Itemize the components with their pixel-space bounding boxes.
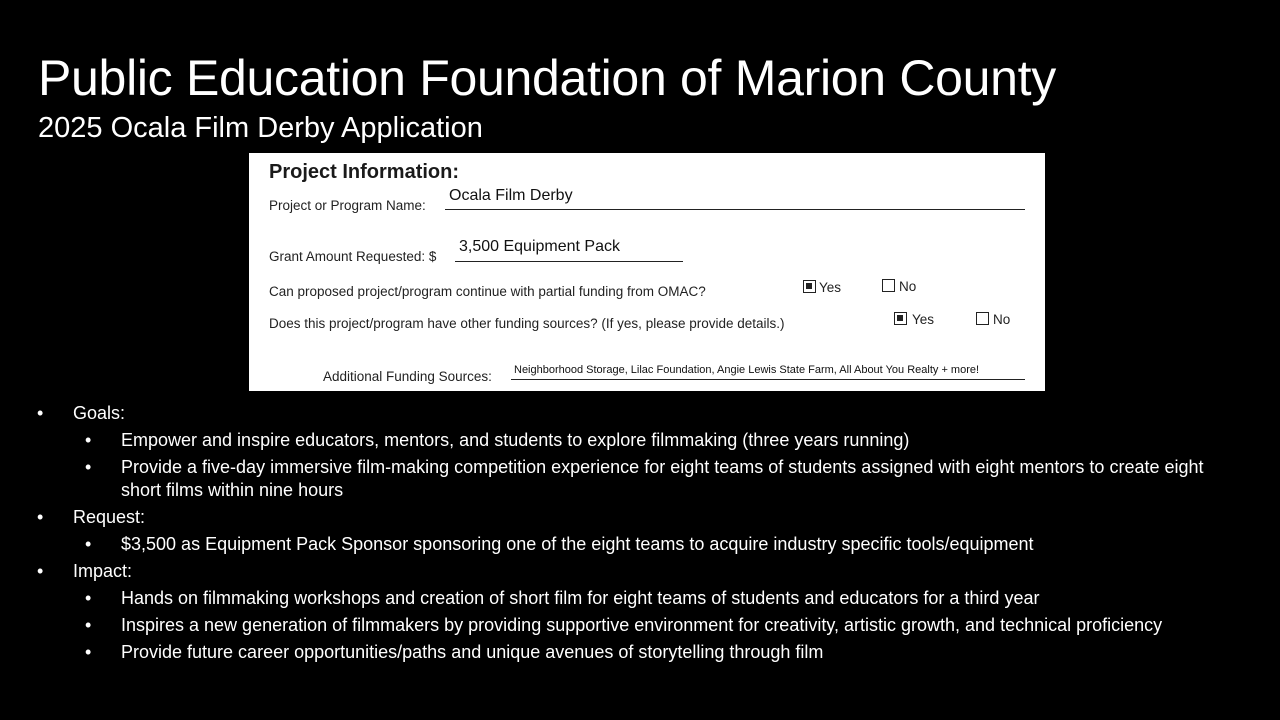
bullet-icon: • <box>85 430 92 450</box>
form-heading: Project Information: <box>269 161 460 183</box>
project-name-label: Project or Program Name: <box>269 198 426 213</box>
project-name-value: Ocala Film Derby <box>449 187 573 204</box>
bullet-icon: • <box>85 534 92 554</box>
list-item-goals <box>0 402 1280 425</box>
list-item-impact <box>0 560 1280 583</box>
bullet-icon: • <box>85 615 92 635</box>
additional-funding-label: Additional Funding Sources: <box>323 369 492 384</box>
other-sources-yes-label: Yes <box>912 312 935 327</box>
bullet-icon: • <box>85 588 92 608</box>
list-item <box>0 641 1280 664</box>
slide-title: Public Education Foundation of Marion County <box>38 50 1056 106</box>
impact-item: Hands on filmmaking workshops and creation of short film for eight teams of students and educators for a third year <box>121 588 1040 608</box>
goal-item: Provide a five-day immersive film-making competition experience for eight teams of students assigned with eight mentors to create eight short films within nine hours <box>121 457 1204 500</box>
list-item <box>0 429 1280 452</box>
other-sources-yes-checkbox <box>894 312 907 325</box>
goals-label: Goals: <box>73 403 126 423</box>
additional-funding-rule <box>511 379 1025 380</box>
request-label: Request: <box>73 507 146 527</box>
bullet-icon: • <box>85 642 92 662</box>
bullet-icon: • <box>85 457 92 477</box>
partial-funding-yes-checkbox <box>803 280 816 293</box>
grant-amount-label: Grant Amount Requested: $ <box>269 249 437 264</box>
impact-item: Provide future career opportunities/paths and unique avenues of storytelling through film <box>121 642 824 662</box>
partial-funding-no-checkbox <box>882 279 895 292</box>
list-item <box>0 456 1280 502</box>
additional-funding-value: Neighborhood Storage, Lilac Foundation, Angie Lewis State Farm, All About You Realty + more! <box>514 364 980 376</box>
partial-funding-no-label: No <box>899 279 917 294</box>
other-sources-question: Does this project/program have other funding sources? (If yes, please provide details.) <box>269 316 785 331</box>
other-sources-no-label: No <box>993 312 1011 327</box>
other-sources-no-checkbox <box>976 312 989 325</box>
bullet-icon: • <box>37 403 44 423</box>
slide-subtitle: 2025 Ocala Film Derby Application <box>38 112 483 144</box>
project-name-rule <box>445 209 1025 210</box>
list-item <box>0 587 1280 610</box>
list-item-request <box>0 506 1280 529</box>
request-item: $3,500 as Equipment Pack Sponsor sponsoring one of the eight teams to acquire industry specific tools/equipment <box>121 534 1034 554</box>
grant-amount-value: 3,500 Equipment Pack <box>459 238 620 255</box>
goal-item: Empower and inspire educators, mentors, and students to explore filmmaking (three years running) <box>121 430 910 450</box>
bullet-icon: • <box>37 507 44 527</box>
partial-funding-yes-label: Yes <box>819 280 842 295</box>
partial-funding-question: Can proposed project/program continue with partial funding from OMAC? <box>269 284 706 299</box>
list-item <box>0 614 1280 637</box>
bullet-list <box>0 402 1280 668</box>
list-item <box>0 533 1280 556</box>
application-form-image <box>249 153 1045 391</box>
impact-item: Inspires a new generation of filmmakers by providing supportive environment for creativity, artistic growth, and technical proficiency <box>121 615 1163 635</box>
bullet-icon: • <box>37 561 44 581</box>
impact-label: Impact: <box>73 561 133 581</box>
grant-amount-rule <box>455 261 683 262</box>
